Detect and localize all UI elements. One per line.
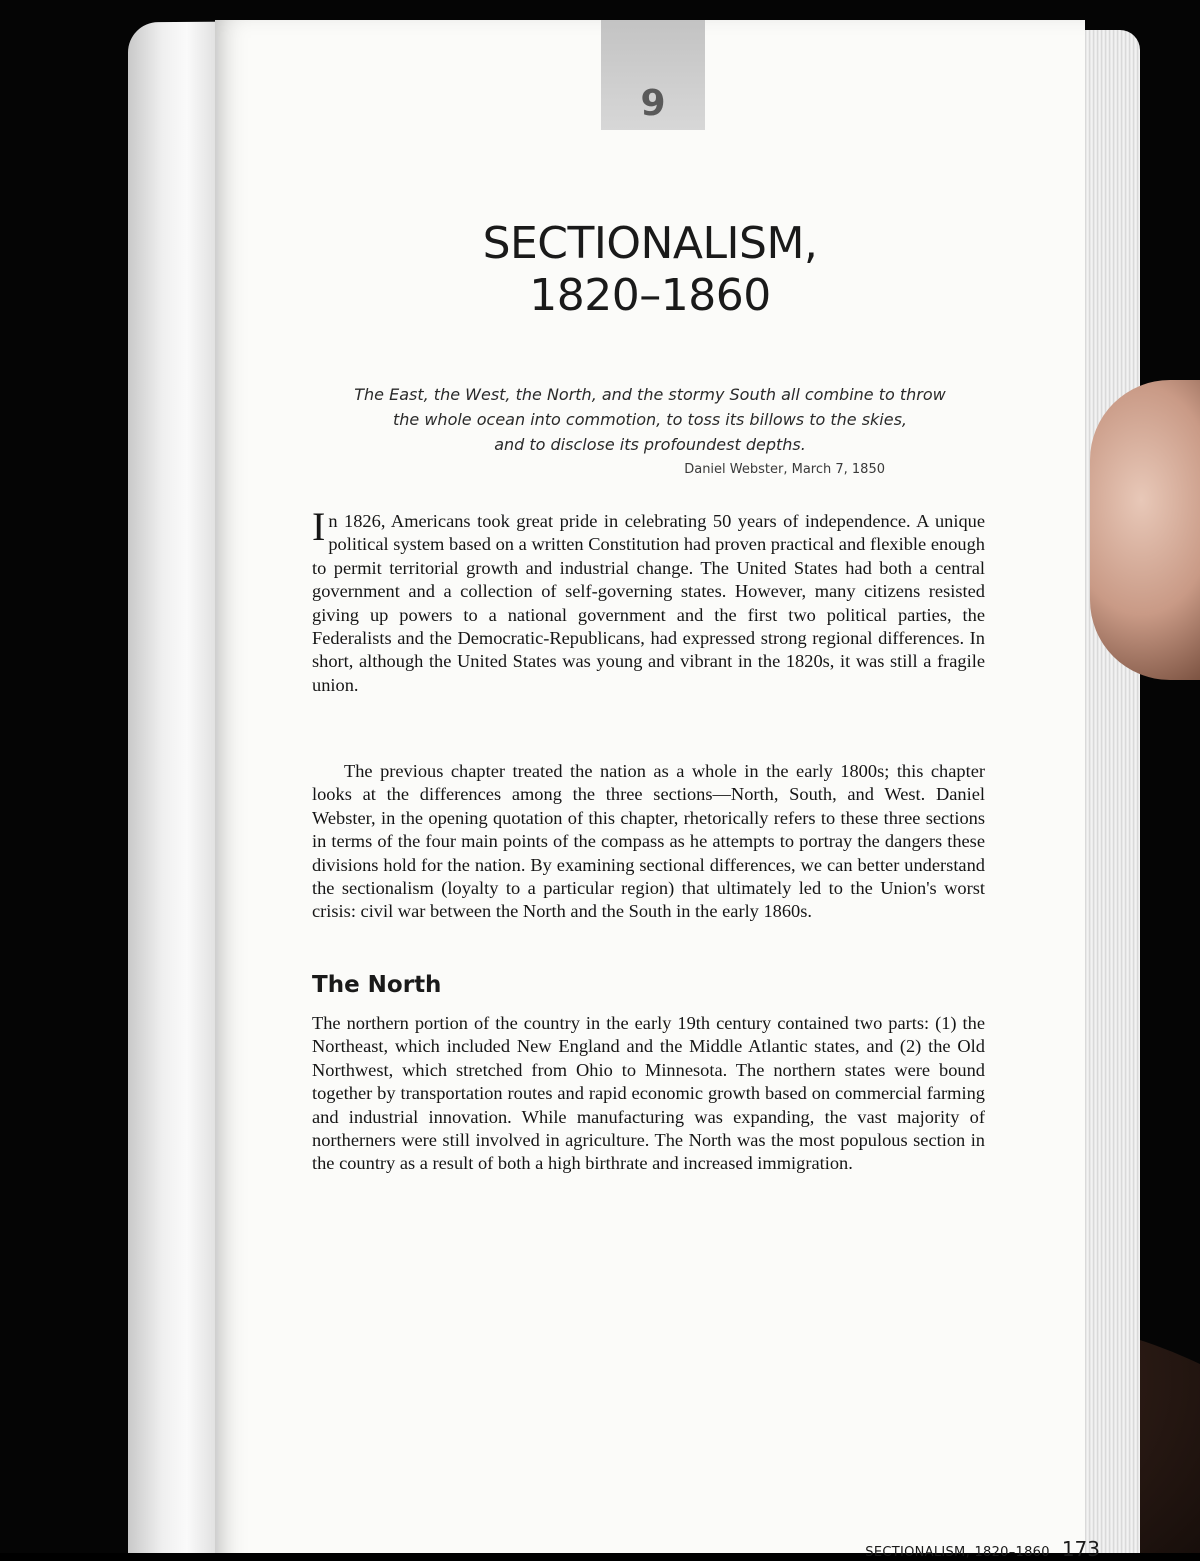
left-page-stack bbox=[128, 22, 226, 1553]
thumb-image bbox=[1090, 380, 1200, 680]
book-page bbox=[215, 20, 1085, 1553]
page-number: 173 bbox=[1061, 1537, 1100, 1561]
paragraph-text: The northern portion of the country in the early 19th century contained two parts: (1) the Northeast, which included New England and the Middle Atlantic states, and (2) the Old Northwest, which stretched from Ohio to Minnesota. The northern states were bound together by transportation routes and rapid economic growth based on commercial farming and industrial innovation. While manufacturing was expanding, the vast majority of northerners were still involved in agriculture. The North was the most populous section in the country as a result of both a high birthrate and increased immigration. bbox=[312, 1013, 985, 1174]
body-paragraph-3 bbox=[312, 1012, 985, 1176]
drop-cap: I bbox=[312, 504, 326, 549]
epigraph-line: The East, the West, the North, and the stormy South all combine to throw bbox=[354, 385, 946, 404]
chapter-tab bbox=[601, 20, 705, 130]
chapter-title bbox=[215, 218, 1085, 322]
body-paragraph-2 bbox=[312, 760, 985, 924]
epigraph-attribution: Daniel Webster, March 7, 1850 bbox=[684, 462, 885, 477]
paragraph-text: n 1826, Americans took great pride in celebrating 50 years of independence. A unique political system based on a written Constitution had proven practical and flexible enough to permit territorial growth and industrial change. The United States had both a central government and a collection of self-governing states. However, many citizens resisted giving up powers to a national government and the first two political parties, the Federalists and the Democratic-Republicans, had expressed strong regional differences. In short, although the United States was young and vibrant in the 1820s, it was still a fragile union. bbox=[312, 511, 985, 695]
epigraph-line: the whole ocean into commotion, to toss its billows to the skies, bbox=[393, 410, 907, 429]
epigraph-line: and to disclose its profoundest depths. bbox=[494, 435, 806, 454]
chapter-number: 9 bbox=[640, 83, 666, 124]
chapter-title-line2: 1820–1860 bbox=[529, 270, 771, 321]
chapter-title-line1: SECTIONALISM, bbox=[482, 218, 818, 269]
epigraph bbox=[310, 382, 990, 457]
running-head: SECTIONALISM, 1820–1860 bbox=[865, 1545, 1050, 1560]
body-paragraph-1 bbox=[312, 504, 985, 697]
section-heading: The North bbox=[312, 972, 442, 998]
page-footer bbox=[865, 1537, 1100, 1561]
paragraph-text: The previous chapter treated the nation as a whole in the early 1800s; this chapter looks at the differences among the three sections—North, South, and West. Daniel Webster, in the opening quotation of this chapter, rhetorically refers to these three sections in terms of the four main points of the compass as he attempts to portray the dangers these divisions hold for the nation. By examining sectional differences, we can better understand the sectionalism (loyalty to a particular region) that ultimately led to the Union's worst crisis: civil war between the North and the South in the early 1860s. bbox=[312, 761, 985, 922]
